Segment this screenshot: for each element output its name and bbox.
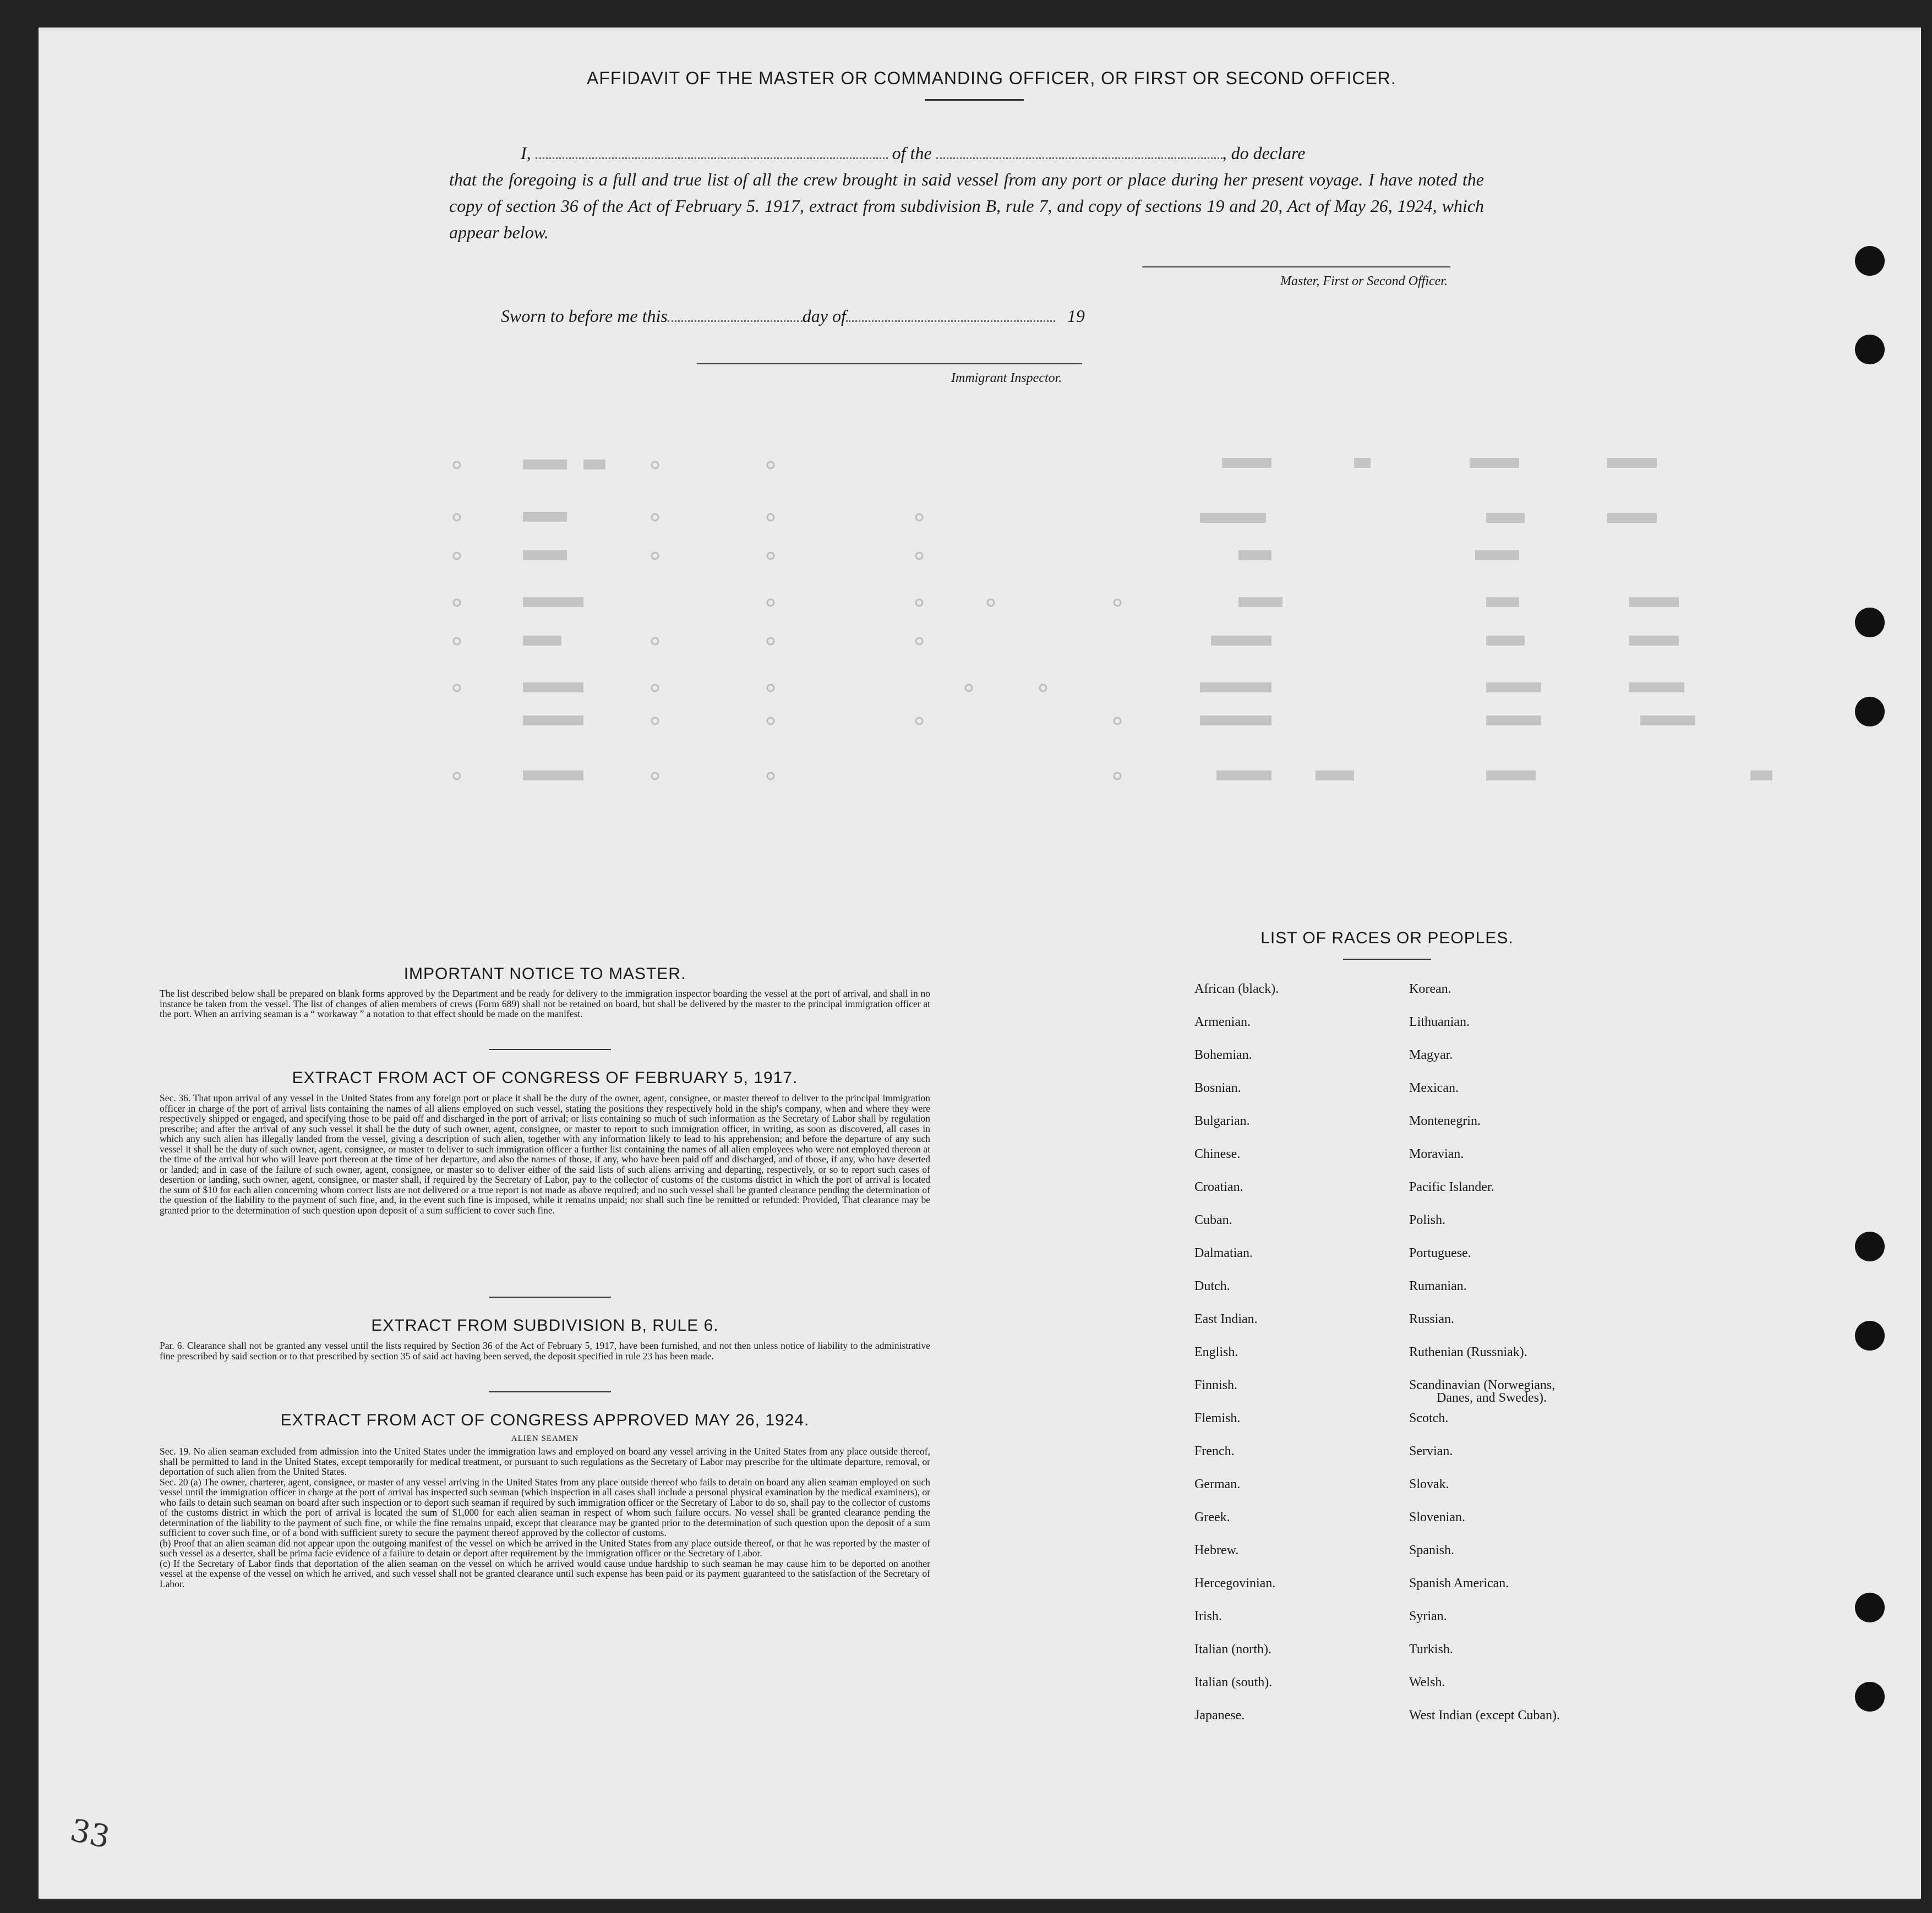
vessel-name-field[interactable] <box>936 143 1222 159</box>
race-item: Dutch. <box>1194 1279 1230 1293</box>
sworn-prefix: Sworn to before me this <box>501 306 668 326</box>
binder-hole <box>1855 1682 1885 1712</box>
notice-body: The list described below shall be prepared on blank forms approved by the Department and be ready for delivery to the immigration inspector boarding the vessel at the port of arrival, and shall in no instance be taken from the vessel. The list of changes of alien members of crews (Form 689) shall not be retained on board, but shall be delivered by the master to the principal immigration officer at the port. When an arriving seaman is a “ workaway ” a notation to that effect should be made on the manifest. <box>160 988 930 1019</box>
divider <box>489 1049 611 1050</box>
race-item: Montenegrin. <box>1409 1114 1481 1128</box>
race-item: Rumanian. <box>1409 1279 1467 1293</box>
vessel-prefix: of the <box>892 143 932 163</box>
binder-hole <box>1855 1321 1885 1351</box>
declaration-body: that the foregoing is a full and true list of all the crew brought in said vessel from any port or place during her present voyage. I have noted the copy of section 36 of the Act of February 5. 1917, extract from subdivision B, rule 7, and copy of sections 19 and 20, Act of May 26, 1924, which appear below. <box>449 170 1484 242</box>
race-item: Scandinavian (Norwegians, <box>1409 1378 1556 1392</box>
race-item: Spanish. <box>1409 1543 1455 1557</box>
extract-1924-body <box>160 1446 930 1589</box>
race-item: Irish. <box>1194 1609 1222 1624</box>
race-item: Turkish. <box>1409 1642 1453 1657</box>
binder-hole <box>1855 335 1885 364</box>
divider <box>489 1297 611 1298</box>
extract-1917-title: EXTRACT FROM ACT OF CONGRESS OF FEBRUARY 5, 1917. <box>292 1069 798 1087</box>
race-item: Moravian. <box>1409 1147 1464 1161</box>
declaration-first-line <box>449 140 1484 166</box>
extract-1924-subtitle: ALIEN SEAMEN <box>511 1434 579 1443</box>
race-item: Finnish. <box>1194 1378 1238 1392</box>
race-item: Spanish American. <box>1409 1576 1509 1590</box>
race-item: Servian. <box>1409 1444 1453 1458</box>
race-item: African (black). <box>1194 982 1279 996</box>
binder-hole <box>1855 246 1885 276</box>
divider <box>489 1391 611 1392</box>
race-item: Italian (south). <box>1194 1675 1273 1690</box>
bleed-through-marks <box>440 418 1789 792</box>
race-item: Japanese. <box>1194 1708 1245 1723</box>
race-item: Portuguese. <box>1409 1246 1471 1260</box>
race-item: Armenian. <box>1194 1015 1251 1029</box>
extract-1917-body: Sec. 36. That upon arrival of any vessel in the United States from any foreign port or place it shall be the duty of the owner, agent, consignee, or master thereof to deliver to the principal immigration officer in charge of the port of arrival lists containing the names of all aliens employed on such vessel, stating the positions they respectively hold in the ship's company, when and where they were respectively shipped or engaged, and specifying those to be paid off and discharged in the port of arrival; or lists containing so much of such information as the Secretary of Labor shall by regulation prescribe; and after the arrival of any such vessel it shall be the duty of such owner, agent, consignee, or master to report to such immigration officer, in writing, as soon as discovered, all cases in which any such alien has illegally landed from the vessel, giving a description of such alien, together with any information likely to lead to his apprehension; and before the departure of any such vessel it shall be the duty of such owner, agent, consignee, or master to deliver to such immigration officer a further list containing the names of all alien employees who were not employed thereon at the time of the arrival but who will leave port thereon at the time of her departure, and also the names of those, if any, who have been paid off and discharged, and of those, if any, who have deserted or landed; and in case of the failure of such owner, agent, consignee, or master so to deliver either of the said lists of such aliens arriving and departing, respectively, or so to report such cases of desertion or landing, such owner, agent, consignee, or master shall, if required by the Secretary of Labor, pay to the collector of customs of the customs district in which the port of arrival is located the sum of $10 for each alien concerning whom correct lists are not delivered or a true report is not made as above required; and no such vessel shall be granted clearance pending the determination of the question of the liability to the payment of such fine, and, in the event such fine is imposed, while it remains unpaid; nor shall such fine be remitted or refunded: Provided, That clearance may be granted prior to the determination of such question upon deposit of a sum sufficient to cover such fine. <box>160 1092 930 1216</box>
race-item: Mexican. <box>1409 1081 1459 1095</box>
binder-hole <box>1855 1593 1885 1622</box>
inspector-signature-line[interactable] <box>697 363 1082 364</box>
page-number: 33 <box>67 1812 113 1856</box>
inspector-label: Immigrant Inspector. <box>951 371 1062 385</box>
race-item: Dalmatian. <box>1194 1246 1253 1260</box>
race-item: Ruthenian (Russniak). <box>1409 1345 1527 1359</box>
race-item: French. <box>1194 1444 1235 1458</box>
binder-hole <box>1855 608 1885 637</box>
sec-20c: (c) If the Secretary of Labor finds that deportation of the alien seaman on the vessel on which he arrived would cause undue hardship to such seaman he may cause him to be deported on another vessel at the expense of the vessel on which he arrived, and such vessel shall not be granted clearance until such expense has been paid or its payment guaranteed to the satisfaction of the Secretary of Labor. <box>160 1557 930 1589</box>
declarant-name-field[interactable] <box>536 143 888 159</box>
sec-19: Sec. 19. No alien seaman excluded from admission into the United States under the immigration laws and employed on board any vessel arriving in the United States from any place outside thereof, shall be permitted to land in the United States, except temporarily for medical treatment, or pursuant to such regulations as the Secretary of Labor may prescribe for the ultimate departure, removal, or deportation of such alien from the United States. <box>160 1446 930 1477</box>
race-item: Pacific Islander. <box>1409 1180 1494 1194</box>
race-item: Chinese. <box>1194 1147 1241 1161</box>
race-item: Hercegovinian. <box>1194 1576 1276 1590</box>
race-item: Italian (north). <box>1194 1642 1271 1657</box>
sworn-statement <box>501 306 1085 326</box>
bleed-through-svg <box>440 418 1789 792</box>
binder-hole <box>1855 1232 1885 1261</box>
race-item: Lithuanian. <box>1409 1015 1470 1029</box>
race-item: Scotch. <box>1409 1411 1449 1425</box>
race-item: Korean. <box>1409 982 1451 996</box>
race-item: East Indian. <box>1194 1312 1258 1326</box>
race-item: Russian. <box>1409 1312 1455 1326</box>
master-signature-line[interactable] <box>1142 266 1450 267</box>
race-item: Croatian. <box>1194 1180 1243 1194</box>
sworn-year-prefix: 19 <box>1067 306 1085 326</box>
race-item: Hebrew. <box>1194 1543 1239 1557</box>
extract-1924-title: EXTRACT FROM ACT OF CONGRESS APPROVED MAY 26, 1924. <box>280 1411 810 1429</box>
extract-rule6-title: EXTRACT FROM SUBDIVISION B, RULE 6. <box>371 1316 719 1335</box>
declarant-prefix: I, <box>521 143 531 163</box>
master-signature-label: Master, First or Second Officer. <box>1280 274 1448 288</box>
race-item: Polish. <box>1409 1213 1446 1227</box>
sworn-day-of: day of <box>802 306 846 326</box>
notice-title: IMPORTANT NOTICE TO MASTER. <box>403 965 686 983</box>
race-item: Slovak. <box>1409 1477 1449 1491</box>
race-item: Slovenian. <box>1409 1510 1465 1524</box>
divider <box>1343 959 1431 960</box>
race-item: Cuban. <box>1194 1213 1232 1227</box>
race-item: Bulgarian. <box>1194 1114 1250 1128</box>
race-item: German. <box>1194 1477 1241 1491</box>
affidavit-title: AFFIDAVIT OF THE MASTER OR COMMANDING OFFICER, OR FIRST OR SECOND OFFICER. <box>587 68 1396 88</box>
races-title: LIST OF RACES OR PEOPLES. <box>1260 929 1514 947</box>
sworn-month-field[interactable] <box>846 306 1055 322</box>
sworn-day-field[interactable] <box>668 306 803 322</box>
binder-hole <box>1855 697 1885 726</box>
title-underline <box>925 99 1024 101</box>
race-item: Bosnian. <box>1194 1081 1241 1095</box>
race-item: Magyar. <box>1409 1048 1453 1062</box>
declare-suffix: , do declare <box>1222 143 1306 163</box>
race-item: West Indian (except Cuban). <box>1409 1708 1560 1723</box>
extract-rule6-body: Par. 6. Clearance shall not be granted any vessel until the lists required by Section 36 of the Act of February 5, 1917, have been furnished, and not then unless notice of liability to the administrative fine prescribed by said section or to that prescribed by section 35 of said act having been served, the deposit specified in rule 23 has been made. <box>160 1340 930 1362</box>
race-item: Flemish. <box>1194 1411 1241 1425</box>
affidavit-declaration <box>449 140 1484 245</box>
race-item: Syrian. <box>1409 1609 1447 1624</box>
race-item: Welsh. <box>1409 1675 1445 1690</box>
race-item: Bohemian. <box>1194 1048 1252 1062</box>
race-item-continuation: Danes, and Swedes). <box>1437 1391 1547 1405</box>
sec-20a: Sec. 20 (a) The owner, charterer, agent, consignee, or master of any vessel arriving in the United States from any place outside thereof who fails to detain on board any alien seaman employed on such vessel until the immigration officer in charge at the port of arrival has inspected such seaman (which inspection in all cases shall include a personal physical examination by the medical examiners), or who fails to detain such seaman on board after such inspection or to deport such seaman if required by such immigration officer or the Secretary of Labor to do so, shall pay to the collector of customs of the customs district in which the port of arrival is located the sum of $1,000 for each alien seaman in respect of whom such failure occurs. No vessel shall be granted clearance pending the determination of the liability to the payment of such fine, or while the fine remains unpaid, except that clearance may be granted prior to the determination of such question upon the deposit of a sum sufficient to cover such fine, or of a bond with sufficient surety to secure the payment thereof approved by the collector of customs. <box>160 1476 930 1538</box>
sec-20b: (b) Proof that an alien seaman did not appear upon the outgoing manifest of the vessel on which he arrived in the United States from any place outside thereof, or that he was reported by the master of such vessel as a deserter, shall be prima facie evidence of a failure to detain or deport after requirement by the immigration officer or the Secretary of Labor. <box>160 1537 930 1559</box>
race-item: English. <box>1194 1345 1238 1359</box>
race-item: Greek. <box>1194 1510 1230 1524</box>
